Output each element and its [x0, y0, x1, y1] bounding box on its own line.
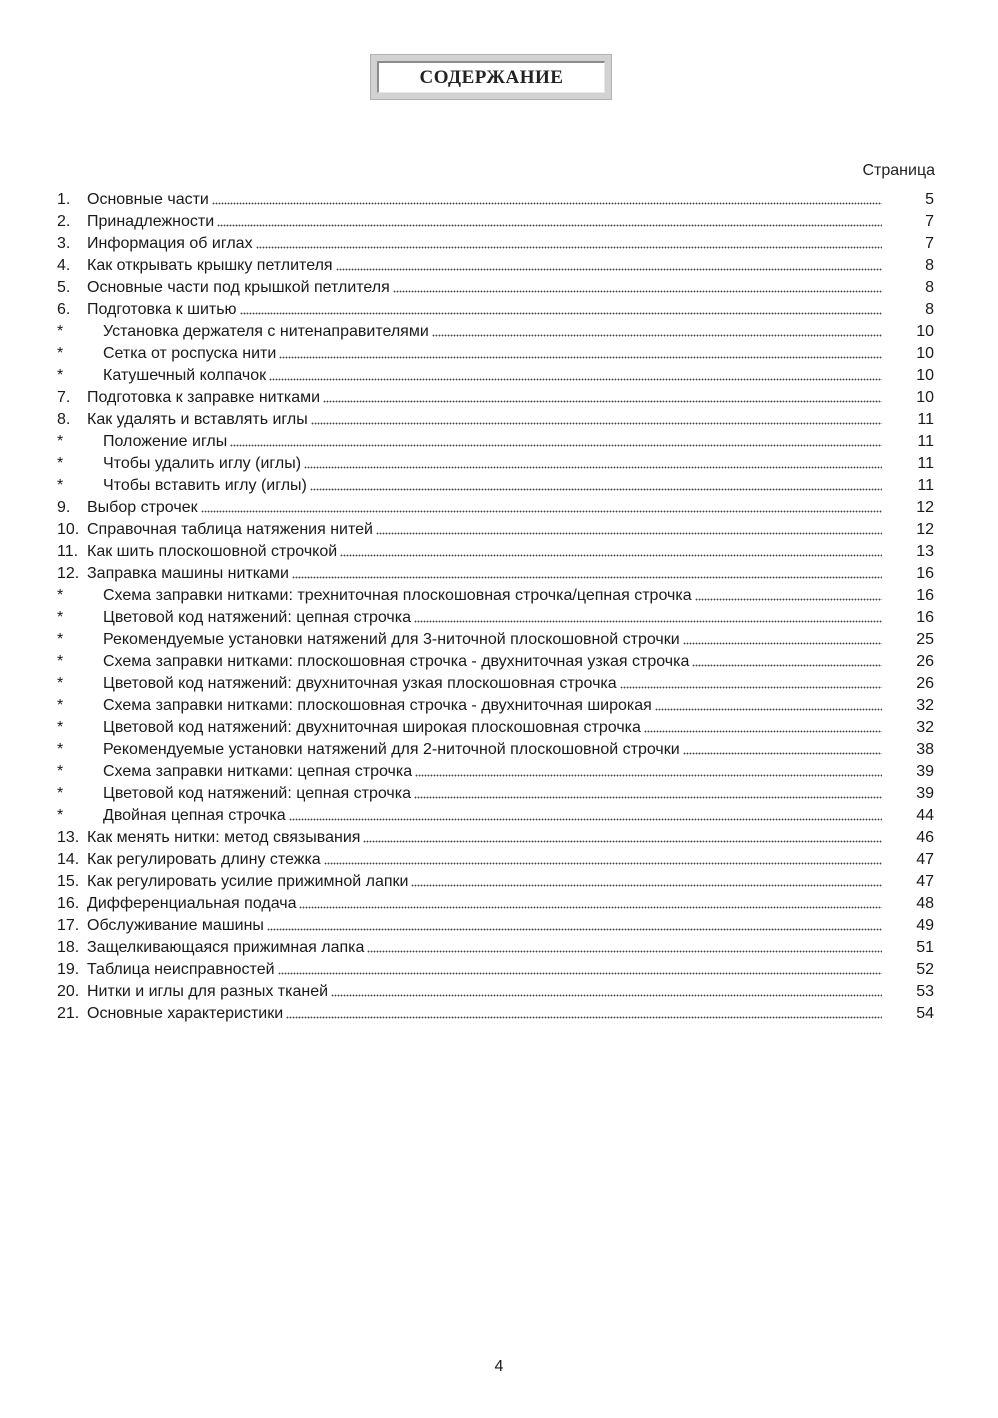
toc-entry-title: Как менять нитки: метод связывания	[87, 829, 361, 846]
toc-entry-title: Как удалять и вставлять иглы	[87, 411, 308, 428]
toc-entry-number: 5.	[57, 279, 71, 296]
dot-leader	[432, 334, 882, 337]
toc-entry-title: Сетка от роспуска нити	[103, 345, 277, 362]
toc-entry-page: 52	[916, 961, 934, 978]
dot-leader	[292, 576, 882, 579]
toc-subentry	[57, 781, 934, 803]
toc-subentry	[57, 363, 934, 385]
toc-subentry	[57, 627, 934, 649]
toc-subentry	[57, 605, 934, 627]
dot-leader	[695, 598, 882, 601]
toc-entry-page: 32	[916, 719, 934, 736]
toc-entry-title: Дифференциальная подача	[87, 895, 297, 912]
dot-leader	[286, 1016, 882, 1019]
toc-entry-page: 47	[916, 851, 934, 868]
toc-entry-number: 16.	[57, 895, 80, 912]
toc-entry-title: Как регулировать усилие прижимной лапки	[87, 873, 409, 890]
toc-entry-number: 13.	[57, 829, 80, 846]
toc-entry-page: 12	[916, 521, 934, 538]
toc-entry-number: 19.	[57, 961, 80, 978]
toc-entry-title: Рекомендуемые установки натяжений для 2-ниточной плоскошовной строчки	[103, 741, 680, 758]
toc-entry-title: Положение иглы	[103, 433, 228, 450]
toc-entry-page: 8	[925, 301, 934, 318]
toc-entry-title: Справочная таблица натяжения нитей	[87, 521, 373, 538]
toc-entry-page: 10	[916, 323, 934, 340]
toc-entry-title: Катушечный колпачок	[103, 367, 267, 384]
toc-entry-title: Защелкивающаяся прижимная лапка	[87, 939, 365, 956]
page-title: СОДЕРЖАНИЕ	[419, 66, 564, 88]
toc-entry	[57, 539, 934, 561]
toc-entry-number: 4.	[57, 257, 71, 274]
dot-leader	[376, 532, 882, 535]
toc-entry	[57, 825, 934, 847]
toc-entry-number: 21.	[57, 1005, 80, 1022]
toc-entry-page: 39	[916, 763, 934, 780]
dot-leader	[299, 906, 882, 909]
toc-entry-title: Основные части	[87, 191, 209, 208]
dot-leader	[692, 664, 882, 667]
toc-entry-title: Заправка машины нитками	[87, 565, 289, 582]
toc-entry-page: 11	[917, 455, 934, 472]
toc-entry-number: *	[57, 653, 64, 670]
toc-entry-number: 2.	[57, 213, 71, 230]
toc-entry-page: 13	[916, 543, 934, 560]
dot-leader	[311, 422, 882, 425]
toc-entry	[57, 495, 934, 517]
dot-leader	[230, 444, 882, 447]
toc-entry	[57, 275, 934, 297]
toc-entry	[57, 847, 934, 869]
toc-subentry	[57, 715, 934, 737]
toc-entry-number: *	[57, 785, 64, 802]
dot-leader	[340, 554, 882, 557]
toc-entry-page: 5	[925, 191, 934, 208]
toc-entry-page: 7	[925, 213, 934, 230]
toc-entry-page: 11	[917, 411, 934, 428]
toc-subentry	[57, 693, 934, 715]
toc-entry-number: 17.	[57, 917, 80, 934]
toc-subentry	[57, 319, 934, 341]
toc-entry-title: Схема заправки нитками: плоскошовная строчка - двухниточная широкая	[103, 697, 652, 714]
toc-entry-page: 26	[916, 653, 934, 670]
dot-leader	[217, 224, 882, 227]
toc-entry-page: 10	[916, 345, 934, 362]
toc-entry-page: 26	[916, 675, 934, 692]
dot-leader	[304, 466, 882, 469]
toc-entry-page: 48	[916, 895, 934, 912]
toc-entry-title: Подготовка к заправке нитками	[87, 389, 321, 406]
toc-entry-number: *	[57, 345, 64, 362]
toc-entry-page: 44	[916, 807, 934, 824]
toc-entry	[57, 253, 934, 275]
toc-entry-title: Обслуживание машины	[87, 917, 264, 934]
toc-entry-number: 10.	[57, 521, 80, 538]
toc-entry-page: 8	[925, 279, 934, 296]
dot-leader	[414, 796, 882, 799]
toc-entry-number: 20.	[57, 983, 80, 1000]
dot-leader	[655, 708, 882, 711]
toc-entry-title: Двойная цепная строчка	[103, 807, 286, 824]
toc-entry-number: 14.	[57, 851, 80, 868]
toc-entry	[57, 957, 934, 979]
dot-leader	[240, 312, 882, 315]
toc-entry-number: *	[57, 675, 64, 692]
toc-entry-page: 38	[916, 741, 934, 758]
toc-subentry	[57, 451, 934, 473]
toc-entry-number: 8.	[57, 411, 71, 428]
toc-entry-number: 9.	[57, 499, 71, 516]
dot-leader	[310, 488, 882, 491]
toc-entry-page: 16	[916, 587, 934, 604]
dot-leader	[331, 994, 882, 997]
toc-entry-number: 1.	[57, 191, 71, 208]
dot-leader	[324, 862, 882, 865]
toc-entry-page: 51	[916, 939, 934, 956]
toc-entry-title: Цветовой код натяжений: цепная строчка	[103, 609, 412, 626]
toc-entry-number: 18.	[57, 939, 80, 956]
table-of-contents	[57, 187, 934, 1023]
dot-leader	[411, 884, 882, 887]
toc-entry-number: 11.	[57, 543, 79, 560]
toc-entry-title: Рекомендуемые установки натяжений для 3-ниточной плоскошовной строчки	[103, 631, 680, 648]
toc-entry-title: Информация об иглах	[87, 235, 253, 252]
toc-entry-page: 16	[916, 565, 934, 582]
toc-entry-page: 39	[916, 785, 934, 802]
toc-entry-number: *	[57, 807, 64, 824]
toc-entry-page: 53	[916, 983, 934, 1000]
toc-entry-title: Установка держателя с нитенаправителями	[103, 323, 429, 340]
toc-entry-number: 12.	[57, 565, 80, 582]
dot-leader	[278, 972, 882, 975]
toc-entry-title: Основные части под крышкой петлителя	[87, 279, 390, 296]
toc-entry	[57, 1001, 934, 1023]
title-frame	[370, 54, 612, 100]
dot-leader	[267, 928, 882, 931]
dot-leader	[683, 752, 882, 755]
toc-entry-page: 8	[925, 257, 934, 274]
toc-entry	[57, 231, 934, 253]
toc-entry-title: Основные характеристики	[87, 1005, 284, 1022]
toc-subentry	[57, 759, 934, 781]
toc-entry-page: 49	[916, 917, 934, 934]
toc-entry-title: Таблица неисправностей	[87, 961, 275, 978]
toc-entry-page: 12	[916, 499, 934, 516]
toc-entry-title: Схема заправки нитками: цепная строчка	[103, 763, 413, 780]
toc-entry	[57, 869, 934, 891]
dot-leader	[323, 400, 882, 403]
toc-entry-number: 3.	[57, 235, 71, 252]
toc-subentry	[57, 671, 934, 693]
toc-entry-title: Нитки и иглы для разных тканей	[87, 983, 329, 1000]
toc-entry-number: *	[57, 719, 64, 736]
toc-subentry	[57, 649, 934, 671]
toc-entry-number: *	[57, 455, 64, 472]
toc-entry-title: Как открывать крышку петлителя	[87, 257, 333, 274]
toc-entry-number: *	[57, 477, 64, 494]
toc-subentry	[57, 429, 934, 451]
toc-entry-number: *	[57, 763, 64, 780]
toc-subentry	[57, 473, 934, 495]
toc-entry-page: 10	[916, 367, 934, 384]
toc-entry-title: Цветовой код натяжений: двухниточная узкая плоскошовная строчка	[103, 675, 617, 692]
dot-leader	[367, 950, 882, 953]
dot-leader	[644, 730, 882, 733]
toc-entry-page: 11	[917, 433, 934, 450]
page-column-label: Страница	[862, 162, 935, 179]
toc-entry-number: 7.	[57, 389, 71, 406]
dot-leader	[336, 268, 882, 271]
toc-entry	[57, 517, 934, 539]
dot-leader	[212, 202, 882, 205]
toc-entry	[57, 297, 934, 319]
toc-entry-number: *	[57, 697, 64, 714]
dot-leader	[393, 290, 882, 293]
dot-leader	[269, 378, 882, 381]
dot-leader	[415, 774, 882, 777]
toc-entry-title: Подготовка к шитью	[87, 301, 237, 318]
dot-leader	[620, 686, 882, 689]
dot-leader	[363, 840, 882, 843]
toc-subentry	[57, 341, 934, 363]
toc-entry-title: Цветовой код натяжений: двухниточная широкая плоскошовная строчка	[103, 719, 641, 736]
dot-leader	[414, 620, 882, 623]
toc-entry	[57, 209, 934, 231]
toc-entry	[57, 385, 934, 407]
toc-entry-page: 54	[916, 1005, 934, 1022]
toc-entry-title: Выбор строчек	[87, 499, 198, 516]
dot-leader	[279, 356, 882, 359]
dot-leader	[683, 642, 882, 645]
toc-entry-page: 25	[916, 631, 934, 648]
toc-entry-title: Принадлежности	[87, 213, 215, 230]
toc-entry-page: 16	[916, 609, 934, 626]
toc-subentry	[57, 803, 934, 825]
toc-entry	[57, 407, 934, 429]
toc-entry-title: Как шить плоскошовной строчкой	[87, 543, 338, 560]
toc-entry-page: 10	[916, 389, 934, 406]
dot-leader	[201, 510, 882, 513]
page-number: 4	[494, 1358, 504, 1375]
dot-leader	[289, 818, 882, 821]
toc-entry-number: 15.	[57, 873, 80, 890]
toc-entry-number: *	[57, 433, 64, 450]
toc-entry-page: 11	[917, 477, 934, 494]
toc-entry	[57, 913, 934, 935]
toc-entry-number: *	[57, 587, 64, 604]
toc-entry-number: *	[57, 367, 64, 384]
toc-entry-page: 47	[916, 873, 934, 890]
toc-entry-number: *	[57, 741, 64, 758]
toc-entry-title: Чтобы удалить иглу (иглы)	[103, 455, 302, 472]
toc-entry	[57, 891, 934, 913]
toc-entry-page: 32	[916, 697, 934, 714]
dot-leader	[256, 246, 882, 249]
title-inner-frame	[377, 61, 605, 93]
toc-entry-title: Схема заправки нитками: плоскошовная строчка - двухниточная узкая строчка	[103, 653, 690, 670]
toc-entry-title: Схема заправки нитками: трехниточная плоскошовная строчка/цепная строчка	[103, 587, 692, 604]
toc-entry-title: Как регулировать длину стежка	[87, 851, 321, 868]
toc-entry-page: 46	[916, 829, 934, 846]
toc-entry	[57, 187, 934, 209]
toc-entry-number: 6.	[57, 301, 71, 318]
toc-entry-title: Чтобы вставить иглу (иглы)	[103, 477, 307, 494]
toc-entry-number: *	[57, 609, 64, 626]
toc-subentry	[57, 583, 934, 605]
toc-entry-number: *	[57, 631, 64, 648]
toc-entry-title: Цветовой код натяжений: цепная строчка	[103, 785, 412, 802]
toc-entry-number: *	[57, 323, 64, 340]
toc-entry-page: 7	[925, 235, 934, 252]
toc-subentry	[57, 737, 934, 759]
toc-entry	[57, 979, 934, 1001]
toc-entry	[57, 561, 934, 583]
toc-entry	[57, 935, 934, 957]
